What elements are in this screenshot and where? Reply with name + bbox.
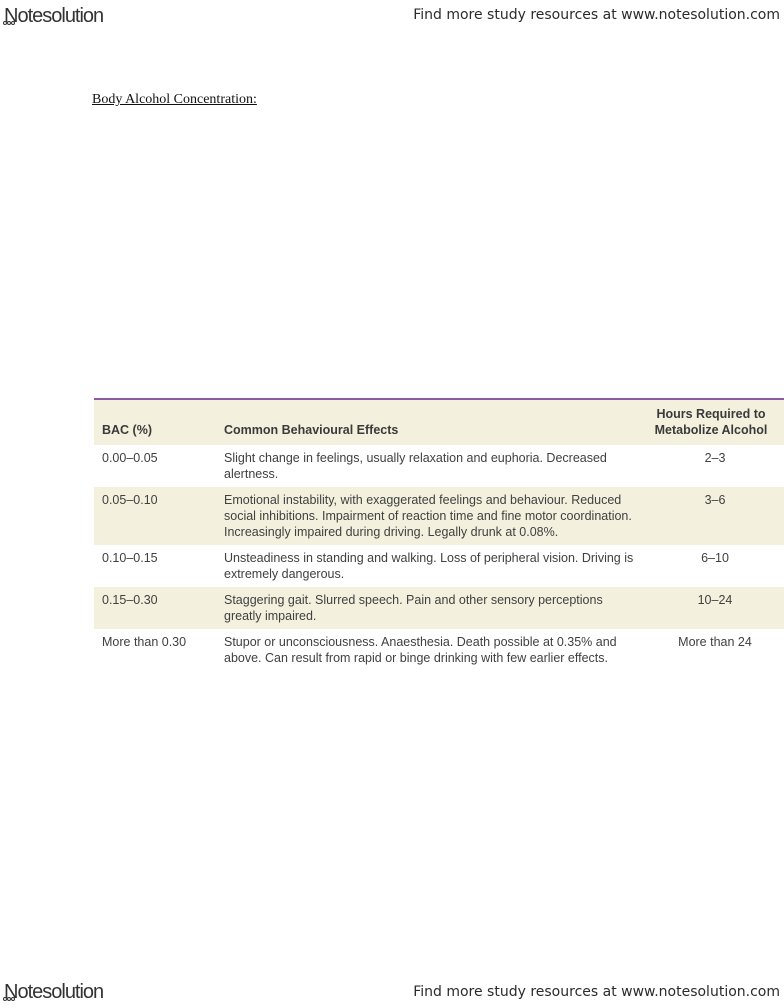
study-resources-link[interactable]: Find more study resources at www.notesolution.com — [413, 984, 780, 1000]
page-title: Body Alcohol Concentration: — [92, 92, 257, 107]
table-row — [94, 587, 784, 629]
header-hours: Hours Required to Metabolize Alcohol — [646, 399, 784, 445]
table-row — [94, 545, 784, 587]
cell-hours: 6–10 — [701, 551, 729, 565]
table-header-row — [94, 399, 784, 445]
table-row — [94, 445, 784, 487]
cell-bac: 0.00–0.05 — [102, 451, 158, 465]
cell-bac: 0.15–0.30 — [102, 593, 158, 607]
cell-effects: Unsteadiness in standing and walking. Loss of peripheral vision. Driving is extremely dangerous. — [224, 551, 634, 581]
table-row — [94, 487, 784, 545]
cell-bac: More than 0.30 — [102, 635, 187, 649]
brand-name: Notesolution — [4, 5, 104, 27]
study-resources-link[interactable]: Find more study resources at www.notesolution.com — [413, 7, 780, 23]
cell-hours: 10–24 — [697, 593, 733, 607]
cell-hours: 3–6 — [704, 493, 726, 507]
notesolution-logo — [4, 6, 103, 26]
table-row — [94, 629, 784, 671]
header-bac: BAC (%) — [94, 399, 216, 445]
bac-effects-table — [94, 398, 784, 671]
notesolution-logo — [4, 982, 103, 1002]
cell-hours: More than 24 — [678, 635, 752, 649]
brand-name: Notesolution — [4, 981, 104, 1003]
cell-effects: Slight change in feelings, usually relaxation and euphoria. Decreased alertness. — [224, 451, 607, 481]
cell-effects: Staggering gait. Slurred speech. Pain and other sensory perceptions greatly impaired. — [224, 593, 603, 623]
cell-hours: 2–3 — [704, 451, 726, 465]
cell-bac: 0.05–0.10 — [102, 493, 158, 507]
header-effects: Common Behavioural Effects — [216, 399, 646, 445]
cell-effects: Stupor or unconsciousness. Anaesthesia. Death possible at 0.35% and above. Can result from rapid or binge drinking with few earlier effects. — [224, 635, 617, 665]
cell-effects: Emotional instability, with exaggerated feelings and behaviour. Reduced social inhibitions. Impairment of reaction time and fine motor coordination. Increasingly impaired during driving. Legally drunk at 0.08%. — [224, 493, 632, 539]
cell-bac: 0.10–0.15 — [102, 551, 158, 565]
